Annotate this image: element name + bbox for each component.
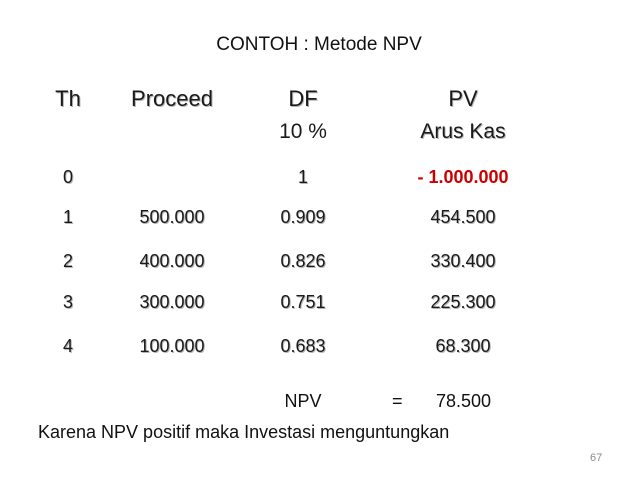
- row-4-proceed: 100.000: [139, 336, 205, 356]
- header-df: DF: [288, 86, 318, 111]
- slide-title: CONTOH : Metode NPV: [216, 34, 422, 55]
- row-0-df: 1: [297, 167, 309, 187]
- conclusion-text: Karena NPV positif maka Investasi menguntungkan: [38, 422, 450, 442]
- row-1-pv: 454.500: [430, 207, 496, 227]
- header-pv: PV: [448, 86, 478, 111]
- row-1-th: 1: [62, 207, 74, 227]
- row-4-df: 0.683: [280, 336, 326, 356]
- row-2-df: 0.826: [280, 251, 326, 271]
- header-pv-sub: Arus Kas: [420, 120, 506, 143]
- row-0-pv: - 1.000.000: [417, 167, 509, 187]
- page-number: 67: [590, 452, 603, 464]
- row-2-pv: 330.400: [430, 251, 496, 271]
- header-th: Th: [55, 86, 81, 111]
- row-4-th: 4: [62, 336, 74, 356]
- row-4-pv: 68.300: [435, 336, 491, 356]
- row-2-th: 2: [62, 251, 74, 271]
- row-1-df: 0.909: [280, 207, 326, 227]
- header-df-sub: 10 %: [279, 120, 327, 143]
- row-3-df: 0.751: [280, 292, 326, 312]
- header-proceed: Proceed: [131, 86, 213, 111]
- row-0-th: 0: [62, 167, 74, 187]
- row-3-th: 3: [62, 292, 74, 312]
- row-1-proceed: 500.000: [139, 207, 205, 227]
- row-3-proceed: 300.000: [139, 292, 205, 312]
- row-2-proceed: 400.000: [139, 251, 205, 271]
- npv-equals: =: [392, 391, 403, 411]
- npv-value: 78.500: [436, 391, 492, 411]
- npv-label: NPV: [284, 391, 322, 411]
- row-3-pv: 225.300: [430, 292, 496, 312]
